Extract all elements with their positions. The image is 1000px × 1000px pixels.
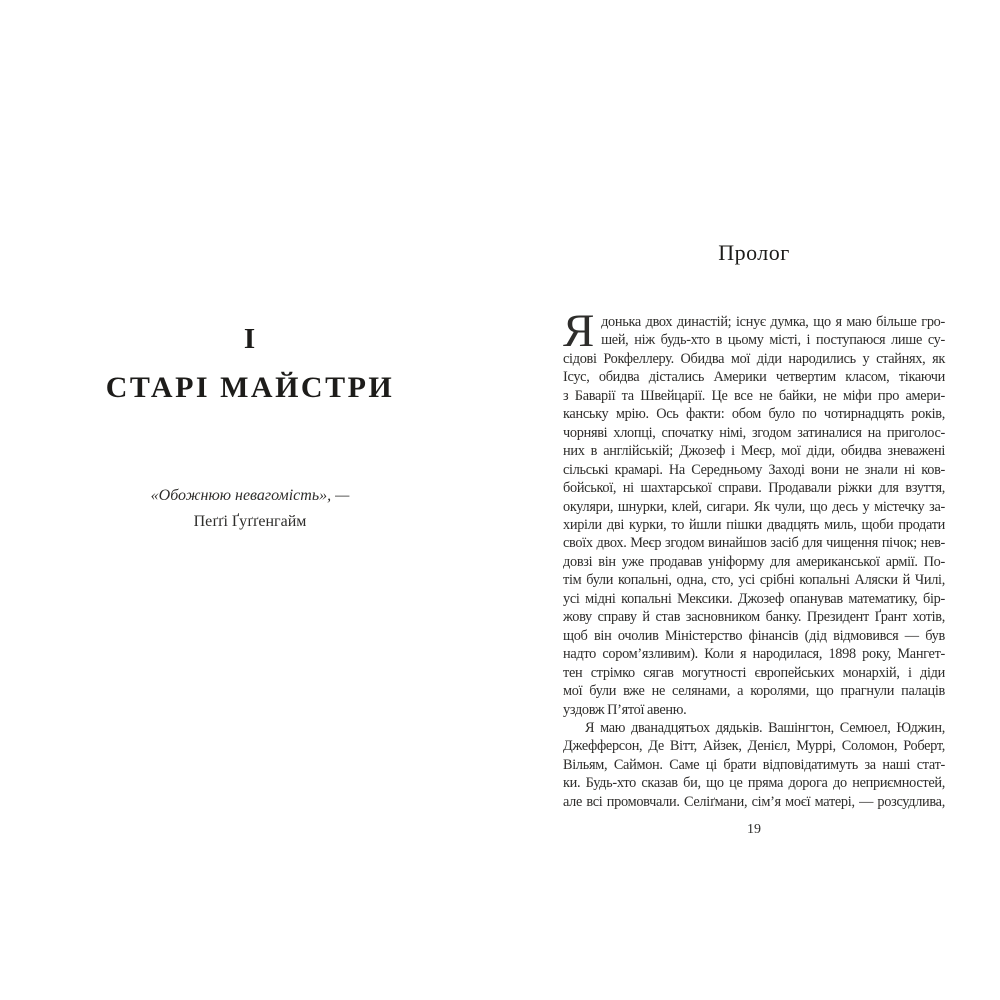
text-line: надто сором’язливим). Коли я народилася, 1898 року, Мангет- xyxy=(563,646,945,663)
part-number: I xyxy=(243,323,257,355)
text-line: жову справу й став засновником банку. Президент Ґрант хотів, xyxy=(563,609,945,626)
text-line: сідові Рокфеллеру. Обидва мої діди народились у стайнях, як xyxy=(563,350,945,367)
text-line: сільські крамарі. На Середньому Заході вони не знали ні ков- xyxy=(563,461,945,478)
text-line: Ісус, обидва дістались Америки четвертим класом, тікаючи xyxy=(563,369,945,386)
text-line: них в англійській; Джозеф і Меєр, мої діди, обидва зневажені xyxy=(563,443,945,460)
text-line: хиріли дві курки, то йшли пішки двадцять миль, щоби продати xyxy=(563,516,945,533)
right-page xyxy=(500,0,1000,1000)
drop-cap: Я xyxy=(563,305,595,357)
text-line: ки. Будь-хто сказав би, що це пряма дорога до неприємностей, xyxy=(563,775,945,792)
text-line: шей, ніж будь-хто в цьому місті, і поступаюся лише су- xyxy=(601,332,945,349)
text-line: своїх двох. Меєр згодом винайшов засіб для чищення пічок; нев- xyxy=(563,535,945,552)
text-line: тен стрімко сягав могутності європейських монархій, і діди xyxy=(563,664,945,681)
text-line: окуляри, шнурки, клей, сигари. Як чули, що десь у містечку за- xyxy=(563,498,945,515)
text-line: уздовж П’ятої авеню. xyxy=(563,701,687,718)
epigraph-quote: «Обожнюю невагомість», — xyxy=(150,487,350,504)
text-line: усі мідні копальні Мексики. Джозеф опанував математику, бір- xyxy=(563,590,945,607)
text-line: Вільям, Саймон. Саме ці брати відповідатимуть за наші стат- xyxy=(563,756,945,773)
text-line: з Баварії та Швейцарії. Це все не байки, не міфи про амери- xyxy=(563,387,945,404)
text-line: чорняві хлопці, спочатку німі, згодом затиналися на приголос- xyxy=(563,424,945,441)
text-line: Джефферсон, Де Вітт, Айзек, Денієл, Муррі, Соломон, Роберт, xyxy=(563,738,945,755)
text-line: тім були копальні, одна, сто, усі срібні копальні Аляски й Чилі, xyxy=(563,572,945,589)
text-line: довзі він уже продавав уніформу для американської армії. По- xyxy=(563,553,945,570)
part-title: СТАРІ МАЙСТРИ xyxy=(105,371,395,404)
text-line: мої були вже не селянами, а королями, що прагнули палаців xyxy=(563,683,945,700)
epigraph-attribution: Пеґґі Ґуґґенгайм xyxy=(193,513,307,530)
text-line: бойської, ні шахтарської справи. Продавали ріжки для взуття, xyxy=(563,480,945,497)
page-number: 19 xyxy=(747,822,761,837)
body-text xyxy=(563,305,945,811)
text-line: але всі промовчали. Селіґмани, сім’я моєї матері, — розсудлива, xyxy=(563,793,945,810)
text-line: донька двох династій; існує думка, що я маю більше гро- xyxy=(601,314,945,330)
text-line: канську мрію. Ось факти: обом було по чотирнадцять років, xyxy=(563,406,945,423)
text-line: Я маю дванадцятьох дядьків. Вашінгтон, Семюел, Юджин, xyxy=(585,719,945,736)
text-line: щоб він очолив Міністерство фінансів (дід відмовився — був xyxy=(563,627,945,644)
chapter-heading: Пролог xyxy=(718,240,790,265)
